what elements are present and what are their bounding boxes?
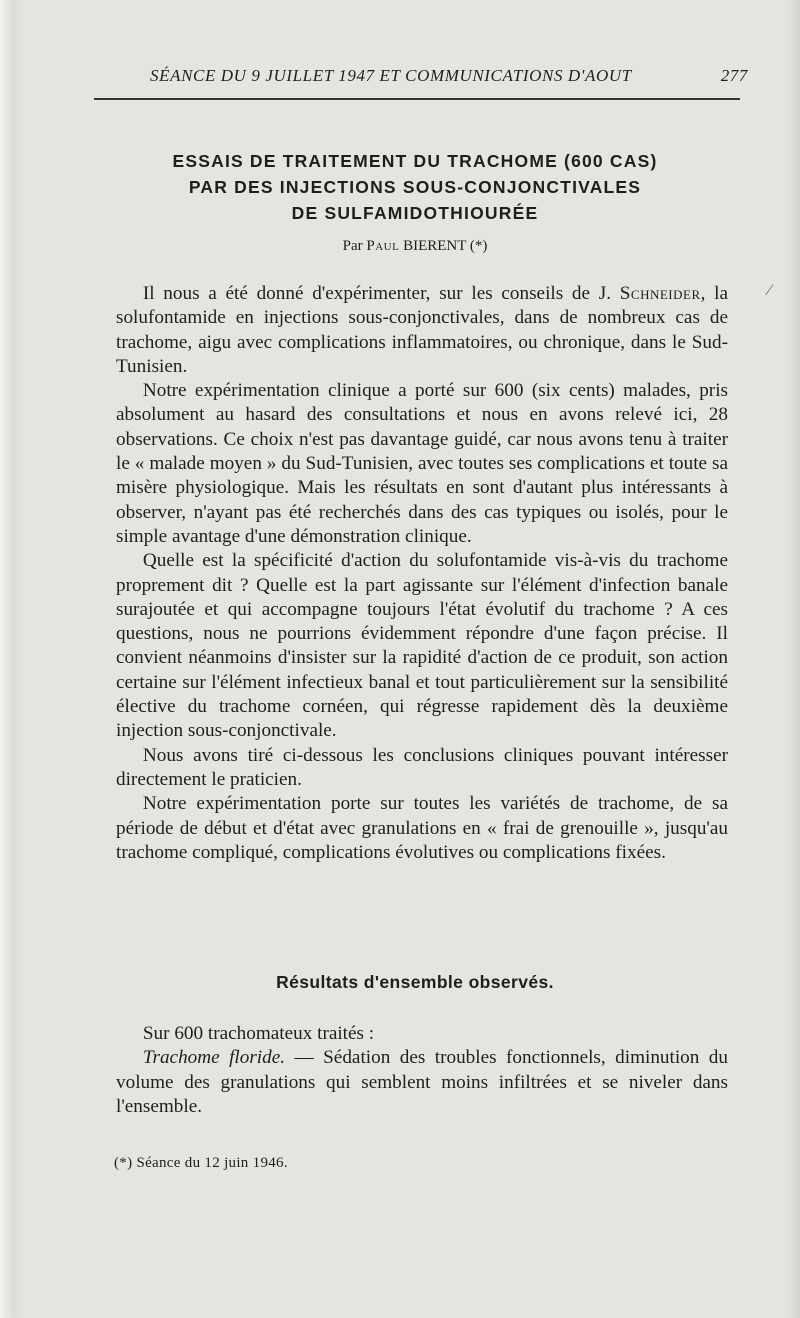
article-title <box>90 148 740 226</box>
byline-note-ref: (*) <box>466 238 488 254</box>
article-body <box>116 282 728 865</box>
results-section <box>116 1022 728 1119</box>
paragraph-1-start: Il nous a été donné d'expérimenter, sur les conseils de J. <box>142 283 620 304</box>
paragraph-3: Quelle est la spécificité d'action du solufontamide vis-à-vis du trachome proprement dit ? Quelle est la part agissante sur l'élément d'infection banale surajoutée et qui accompagne toujours l'état évolutif du trachome ? A ces questions, nous ne pourrions évidemment répondre d'une façon précise. Il convient néanmoins d'insister sur la rapidité d'action de ce produit, son action certaine sur l'élément infectieux banal et tout particulièrement sur la sensibilité élective du trachome cornéen, qui régresse rapidement dès la deuxième injection sous-conjonctivale. <box>116 550 728 742</box>
paragraph-5: Notre expérimentation porte sur toutes les variétés de trachome, de sa période de début et d'état avec granulations en « frai de grenouille », jusqu'au trachome compliqué, complications évolutives ou complications fixées. <box>116 793 728 863</box>
article-title-line-1: ESSAIS DE TRAITEMENT DU TRACHOME (600 CAS) <box>172 151 658 171</box>
paragraph-1-end: , la solufontamide en injections sous-conjonctivales, dans de nombreux cas de trachome, aigu avec complications inflammatoires, ou chronique, dans le Sud-Tunisien. <box>116 283 728 377</box>
scan-right-edge <box>786 0 800 1318</box>
results-item <box>116 1046 728 1119</box>
results-item-label: Trachome floride. <box>142 1047 286 1069</box>
article-title-line-2: PAR DES INJECTIONS SOUS-CONJONCTIVALES <box>188 177 642 197</box>
results-item-text: — Sédation des troubles fonctionnels, diminution du volume des granulations qui semblent moins infiltrées et se niveler dans l'ensemble. <box>116 1047 728 1117</box>
page <box>90 0 748 1318</box>
paragraph-2: Notre expérimentation clinique a porté sur 600 (six cents) malades, pris absolument au hasard des consultations et nous en avons relevé ici, 28 observations. Ce choix n'est pas davantage guidé, car nous avons tenu à traiter le « malade moyen » du Sud-Tunisien, avec toutes ses complications et toute sa misère physiologique. Mais les résultats en sont d'autant plus intéressants à observer, n'ayant pas été recherchés dans des cas typiques ou isolés, pour le simple avantage d'une démonstration clinique. <box>116 380 728 547</box>
paragraph-4: Nous avons tiré ci-dessous les conclusions cliniques pouvant intéresser directement le praticien. <box>116 744 728 790</box>
results-intro: Sur 600 trachomateux traités : <box>142 1023 375 1044</box>
margin-pencil-mark: ⁄ <box>768 282 771 299</box>
page-number: 277 <box>720 66 748 85</box>
byline-author-last: BIERENT <box>399 238 467 254</box>
footnote: (*) Séance du 12 juin 1946. <box>114 1155 288 1171</box>
cited-author: Schneider <box>619 283 701 304</box>
scan-left-edge <box>0 0 22 1318</box>
header-rule <box>94 98 740 100</box>
byline-author-first: Paul <box>366 238 400 254</box>
running-head-title: SÉANCE DU 9 JUILLET 1947 ET COMMUNICATIONS D'AOUT <box>150 66 632 85</box>
byline <box>90 238 740 255</box>
article-title-line-3: DE SULFAMIDOTHIOURÉE <box>291 203 539 223</box>
running-head <box>98 66 748 92</box>
paragraph-1 <box>116 282 728 379</box>
section-heading: Résultats d'ensemble observés. <box>276 972 554 992</box>
byline-prefix: Par <box>342 238 367 254</box>
